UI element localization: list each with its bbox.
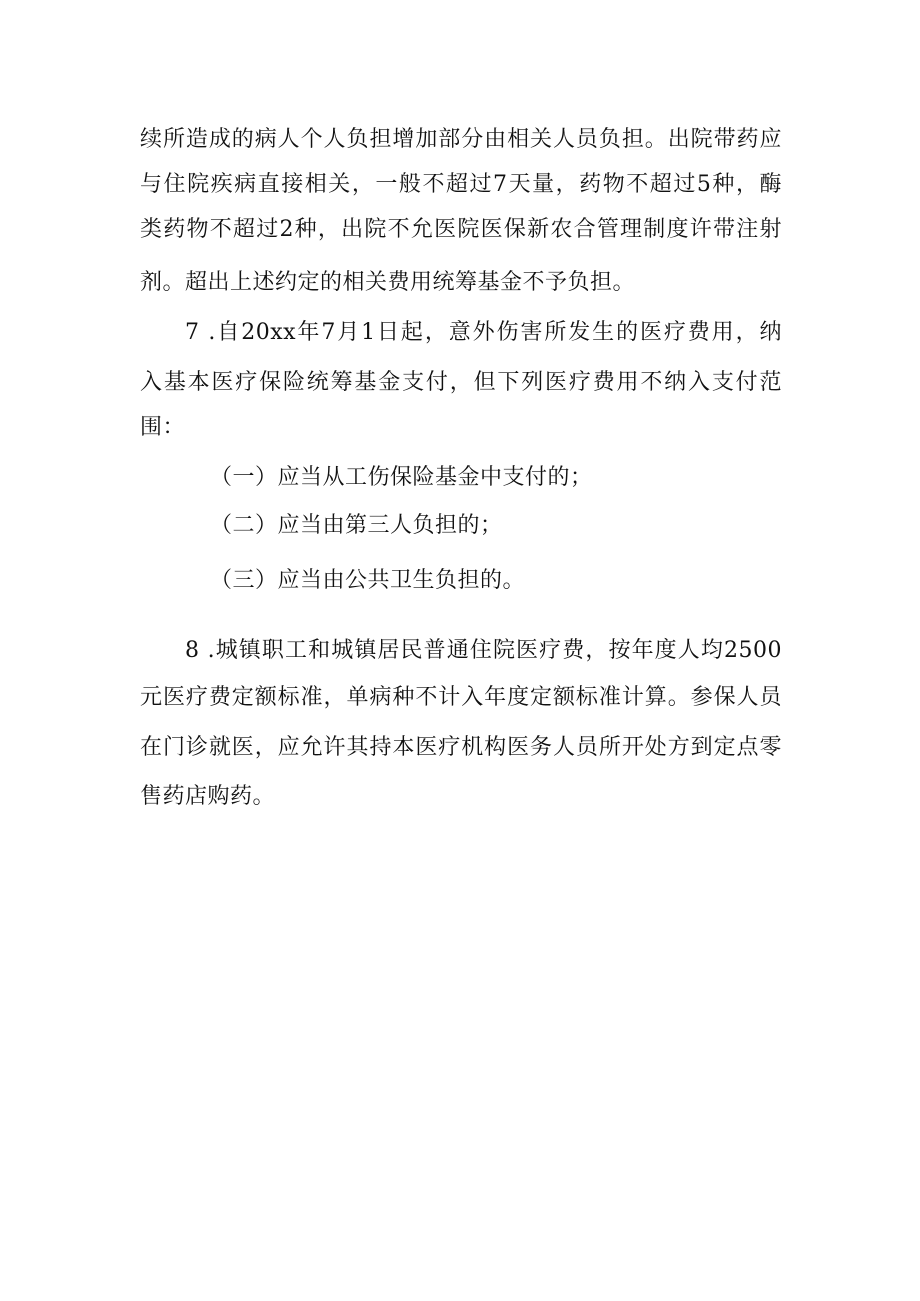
list-item: （三）应当由公共卫生负担的。 [210, 568, 526, 593]
paragraph-7-line: 7 .自20xx年7月1日起，意外伤害所发生的医疗费用，纳 [185, 320, 782, 345]
paragraph-line: 续所造成的病人个人负担增加部分由相关人员负担。出院带药应 [140, 127, 782, 152]
paragraph-8-line: 在门诊就医，应允许其持本医疗机构医务人员所开处方到定点零 [140, 735, 782, 760]
list-item: （二）应当由第三人负担的； [210, 513, 503, 538]
paragraph-8-line: 售药店购药。 [140, 784, 276, 809]
paragraph-7-line: 围： [140, 415, 186, 440]
paragraph-line: 剂。超出上述约定的相关费用统筹基金不予负担。 [140, 270, 636, 295]
paragraph-line: 与住院疾病直接相关，一般不超过7天量，药物不超过5种，酶 [140, 172, 782, 197]
paragraph-8-line: 8 .城镇职工和城镇居民普通住院医疗费，按年度人均2500 [185, 638, 782, 663]
paragraph-line: 类药物不超过2种，出院不允医院医保新农合管理制度许带注射 [140, 217, 782, 242]
list-item: （一）应当从工伤保险基金中支付的； [210, 465, 593, 490]
paragraph-7-line: 入基本医疗保险统筹基金支付，但下列医疗费用不纳入支付范 [140, 370, 782, 395]
paragraph-8-line: 元医疗费定额标准，单病种不计入年度定额标准计算。参保人员 [140, 685, 782, 710]
